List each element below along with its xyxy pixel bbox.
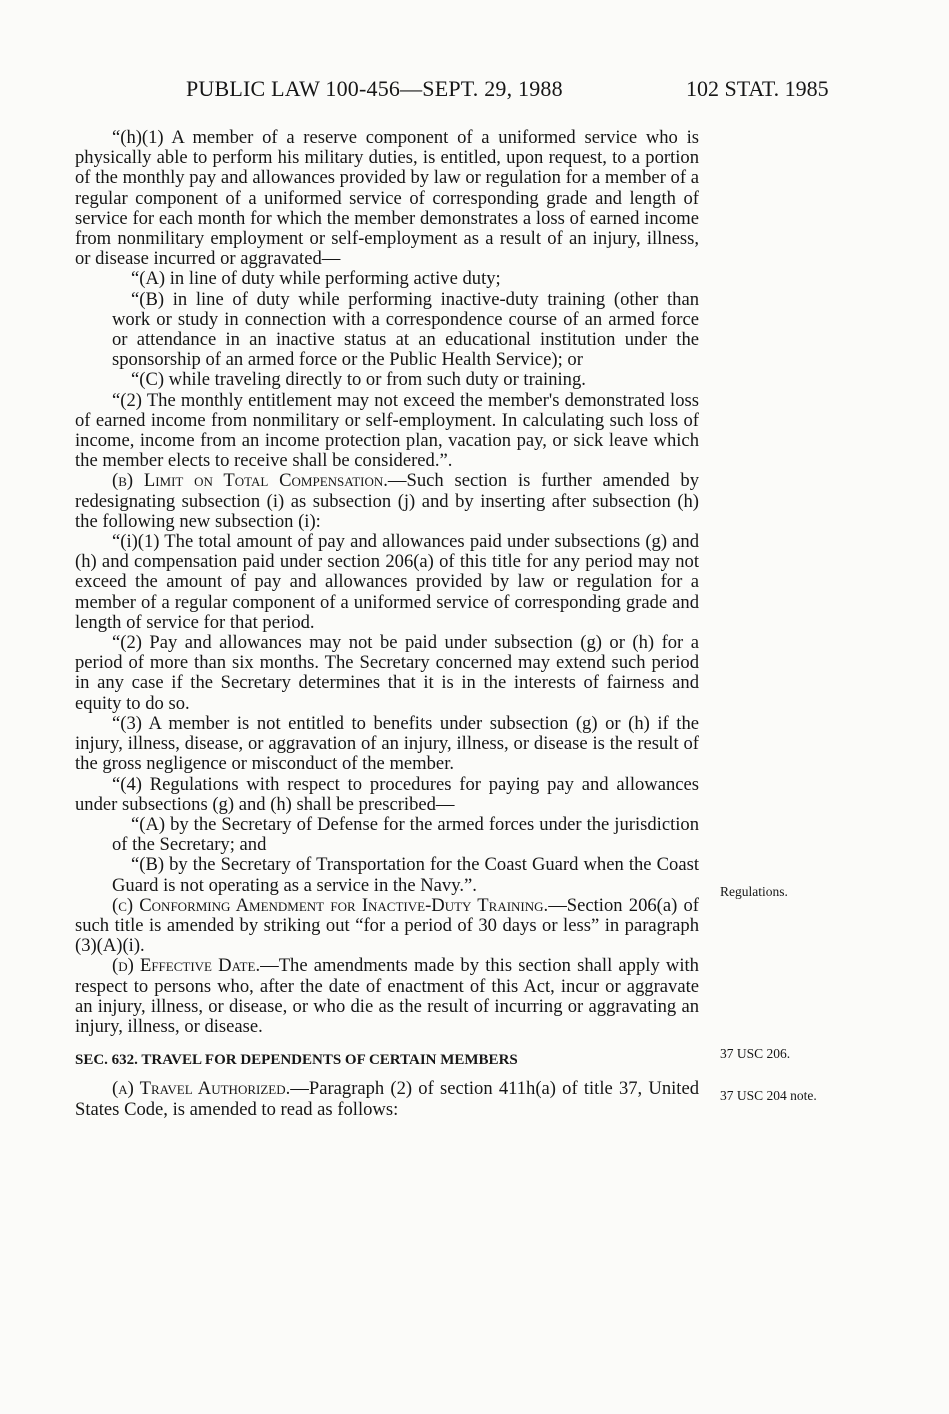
page-header-stat: 102 STAT. 1985 [686,76,829,101]
paragraph-i4-b: “(B) by the Secretary of Transportation for the Coast Guard when the Coast Guard is not operating as a service in the Navy.”. [112,854,699,896]
paragraph-b [75,471,699,532]
paragraph-i1: “(i)(1) The total amount of pay and allowances paid under subsections (g) and (h) and compensation paid under section 206(a) of this title for any period may not exceed the amount of pay and allowances provided by law or regulation for a member of a regular component of a uniformed service of corresponding grade and length of service for that period. [75,531,699,633]
subsection-c-text: —Section 206(a) of such title is amended by striking out “for a period of 30 days or less” in paragraph (3)(A)(i). [75,894,699,957]
paragraph-i3: “(3) A member is not entitled to benefits under subsection (g) or (h) if the injury, illness, disease, or aggravation of an injury, illness, or disease is the result of the gross negligence or misconduct of the member. [75,712,699,775]
paragraph-i4: “(4) Regulations with respect to procedures for paying pay and allowances under subsections (g) and (h) shall be prescribed— [75,773,699,815]
margin-note-regulations: Regulations. [720,884,788,899]
subsection-c-heading: (c) Conforming Amendment for Inactive-Duty Training. [112,894,549,916]
paragraph-d [75,956,699,1037]
paragraph-i4-a: “(A) by the Secretary of Defense for the armed forces under the jurisdiction of the Secretary; and [112,813,699,856]
paragraph-h1-a: “(A) in line of duty while performing active duty; [131,268,501,290]
subsection-d-text: —The amendments made by this section shall apply with respect to persons who, after the date of enactment of this Act, incur or aggravate an injury, illness, or disease, or who die as the result of incurring or aggravating an injury, illness, or disease. [75,955,699,1037]
paragraph-h2: “(2) The monthly entitlement may not exceed the member's demonstrated loss of earned income from nonmilitary or self-employment. In calculating such loss of income, income from an income protection plan, vacation pay, or sick leave which the member elects to receive shall be considered.”. [75,389,699,472]
page-header-title: PUBLIC LAW 100-456—SEPT. 29, 1988 [186,76,563,101]
paragraph-h1-intro: “(h)(1) A member of a reserve component of a uniformed service who is physically able to perform his military duties, is entitled, upon request, to a portion of the monthly pay and allowances provided by law or regulation for a member of a regular component of a uniformed service of corresponding grade and length of service for each month for which the member demonstrates a loss of earned income from nonmilitary employment or self-employment as a result of an injury, illness, or disease incurred or aggravated— [75,127,699,270]
subsection-b-heading: (b) Limit on Total Compensation. [112,470,388,492]
paragraph-c [75,896,699,957]
section-632-heading: SEC. 632. TRAVEL FOR DEPENDENTS OF CERTAIN MEMBERS [75,1052,518,1069]
subsection-b-text: —Such section is further amended by redesignating subsection (i) as subsection (j) and by inserting after subsection (h) the following new subsection (i): [75,470,699,532]
subsection-a-text: —Paragraph (2) of section 411h(a) of title 37, United States Code, is amended to read as follows: [75,1078,699,1120]
subsection-d-heading: (d) Effective Date. [112,955,261,977]
paragraph-h1-b: “(B) in line of duty while performing inactive-duty training (other than work or study in connection with a correspondence course of an armed force or attendance in an inactive status at an educational institution under the sponsorship of an armed force or the Public Health Service); or [112,288,699,371]
margin-note-37-usc-204-note: 37 USC 204 note. [720,1088,817,1103]
subsection-a-heading: (a) Travel Authorized. [112,1078,291,1100]
paragraph-a [75,1079,699,1119]
statute-body [75,128,699,1120]
paragraph-h1-c: “(C) while traveling directly to or from such duty or training. [131,369,586,391]
paragraph-i2: “(2) Pay and allowances may not be paid under subsection (g) or (h) for a period of more than six months. The Secretary concerned may extend such period in any case if the Secretary determines that it is in the interests of fairness and equity to do so. [75,632,699,714]
margin-note-37-usc-206: 37 USC 206. [720,1046,791,1061]
